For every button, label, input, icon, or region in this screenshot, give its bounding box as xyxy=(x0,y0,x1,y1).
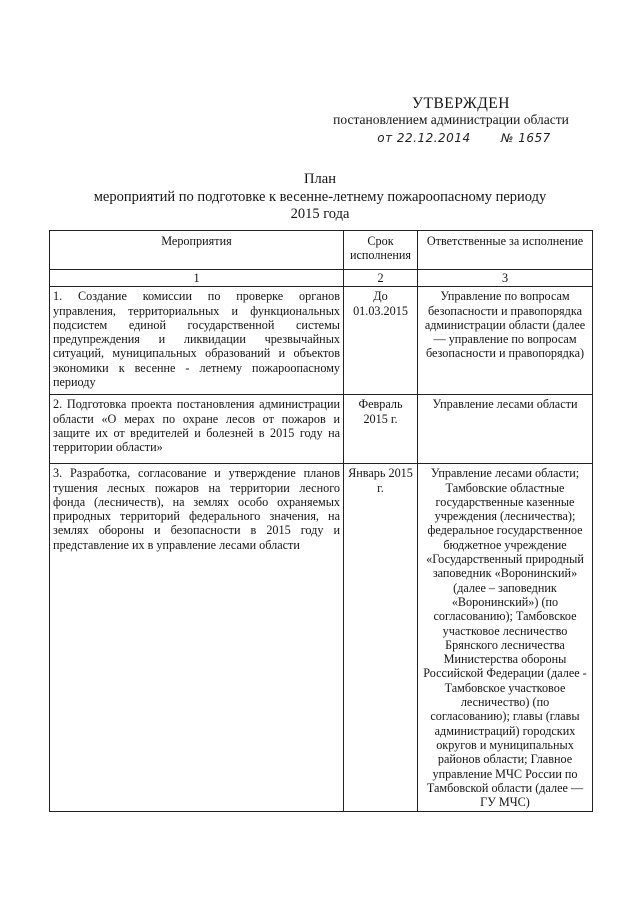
event-cell: 3. Разработка, согласование и утверждение планов тушения лесных пожаров на территории лесного фонда (лесничеств), на землях особо охраняемых природных территорий федерального значения, на землях обороны и безопасности в 2015 году и представление их в управление лесами области xyxy=(50,464,344,812)
column-number: 3 xyxy=(418,270,593,287)
table-row xyxy=(50,464,593,812)
approval-number: № 1657 xyxy=(500,131,551,145)
header-deadline: Срок исполнения xyxy=(344,231,418,270)
approval-by: постановлением администрации области xyxy=(333,112,569,127)
approval-date: от 22.12.2014 xyxy=(377,131,471,145)
plan-table xyxy=(49,230,593,812)
deadline-cell: До 01.03.2015 xyxy=(344,287,418,395)
column-number-row xyxy=(50,270,593,287)
deadline-cell: Январь 2015 г. xyxy=(344,464,418,812)
responsible-cell: Управление лесами области xyxy=(418,395,593,464)
table-header-row xyxy=(50,231,593,270)
responsible-cell: Управление лесами области; Тамбовские областные государственные казенные учреждения (лесничества); федеральное государственное бюджетное учреждение «Государственный природный заповедник «Воронинский» (далее – заповедник «Воронинский») (по согласованию); Тамбовское участковое лесничество Брянского лесничества Министерства обороны Российской Федерации (далее - Тамбовское участковое лесничество) (по согласованию); главы (главы администраций) городских округов и муниципальных районов области; Главное управление МЧС России по Тамбовской области (далее — ГУ МЧС) xyxy=(418,464,593,812)
title-line-1: План xyxy=(304,171,336,187)
table-row xyxy=(50,395,593,464)
table-row xyxy=(50,287,593,395)
approval-signature-line xyxy=(342,130,586,146)
column-number: 2 xyxy=(344,270,418,287)
responsible-cell: Управление по вопросам безопасности и правопорядка администрации области (далее — управление по вопросам безопасности и правопорядка) xyxy=(418,287,593,395)
approval-heading: УТВЕРЖДЕН xyxy=(412,95,510,112)
title-line-3: 2015 года xyxy=(290,206,350,222)
event-cell: 2. Подготовка проекта постановления администрации области «О мерах по охране лесов от пожаров и защите их от вредителей и болезней в 2015 году на территории области» xyxy=(50,395,344,464)
document-title xyxy=(40,171,600,224)
approval-block xyxy=(316,96,586,146)
header-responsible: Ответственные за исполнение xyxy=(418,231,593,270)
column-number: 1 xyxy=(50,270,344,287)
deadline-cell: Февраль 2015 г. xyxy=(344,395,418,464)
event-cell: 1. Создание комиссии по проверке органов управления, территориальных и функциональных подсистем единой государственной системы предупреждения и ликвидации чрезвычайных ситуаций, муниципальных образований и объектов экономики к весенне - летнему пожароопасному периоду xyxy=(50,287,344,395)
title-line-2: мероприятий по подготовке к весенне-летнему пожароопасному периоду xyxy=(93,188,547,205)
header-events: Мероприятия xyxy=(50,231,344,270)
